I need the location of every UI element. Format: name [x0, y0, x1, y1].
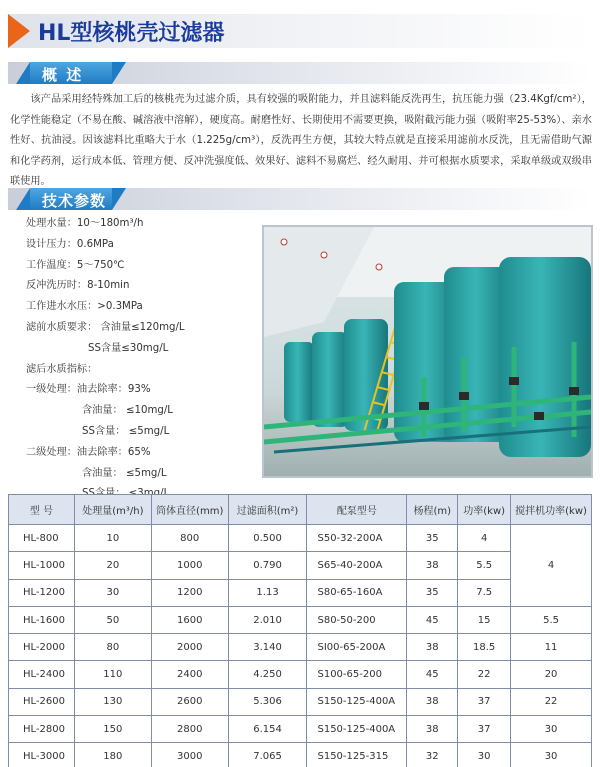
cell-capacity: 50: [74, 606, 151, 633]
param-line: SS含量： ≤5mg/L: [82, 425, 170, 437]
cell-head: 45: [407, 606, 458, 633]
cell-filter-area: 6.154: [228, 716, 307, 743]
cell-mixer-power: 30: [511, 716, 592, 743]
header-filter-area: 过滤面积(m²): [228, 495, 307, 525]
cell-filter-area: 0.500: [228, 525, 307, 552]
cell-pump-model: S150-125-400A: [307, 688, 407, 715]
cell-mixer-power: 20: [511, 661, 592, 688]
cell-model: HL-1000: [9, 552, 75, 579]
params-tab: [30, 188, 112, 210]
cell-diameter: 2000: [151, 634, 228, 661]
cell-power: 15: [458, 606, 511, 633]
header-capacity: 处理量(m³/h): [74, 495, 151, 525]
cell-capacity: 80: [74, 634, 151, 661]
overview-heading: 概 述: [42, 66, 84, 84]
cell-mixer-power: 30: [511, 743, 592, 767]
cell-filter-area: 2.010: [228, 606, 307, 633]
cell-model: HL-2600: [9, 688, 75, 715]
cell-power: 4: [458, 525, 511, 552]
cell-capacity: 110: [74, 661, 151, 688]
cell-capacity: 180: [74, 743, 151, 767]
cell-model: HL-2400: [9, 661, 75, 688]
table-header-row: [9, 495, 592, 525]
param-line: 反冲洗历时：8-10min: [26, 280, 130, 292]
param-line: 工作进水水压：>0.3MPa: [26, 301, 143, 313]
cell-model: HL-1200: [9, 579, 75, 606]
cell-head: 35: [407, 525, 458, 552]
param-line: 含油量： ≤5mg/L: [82, 467, 167, 479]
cell-filter-area: 0.790: [228, 552, 307, 579]
param-line: 滤前水质要求： 含油量≤120mg/L: [26, 321, 185, 333]
cell-diameter: 1200: [151, 579, 228, 606]
cell-pump-model: S80-50-200: [307, 606, 407, 633]
overview-paragraph: 该产品采用经特殊加工后的核桃壳为过滤介质，具有较强的吸附能力，并且滤料能反洗再生，抗压能力强（23.4Kgf/cm²），化学性能稳定（不易在酸、碱溶液中溶解），硬度高。耐磨性好、长期使用不需要更换，吸附截污能力强（吸附率25-53%）、亲水性好、抗油浸。因该滤料比重略大于水（1.225g/cm³），反洗再生方便，其较大特点就是直接采用滤前水反洗，且无需借助气源和化学药剂，运行成本低、管理方便、反冲洗强度低、效果好、滤料不易腐烂、经久耐用、并可根据水质要求，采取单级或双级串联使用。: [10, 94, 592, 187]
cell-power: 22: [458, 661, 511, 688]
cell-filter-area: 4.250: [228, 661, 307, 688]
table-row: [9, 634, 592, 661]
param-line: 滤后水质指标：: [26, 363, 98, 375]
overview-section-bar: [8, 62, 592, 84]
param-line: 设计压力：0.6MPa: [26, 238, 114, 250]
cell-power: 30: [458, 743, 511, 767]
cell-head: 38: [407, 716, 458, 743]
cell-capacity: 130: [74, 688, 151, 715]
param-line: 处理水量：10～180m³/h: [26, 218, 144, 229]
cell-capacity: 20: [74, 552, 151, 579]
header-head: 杨程(m): [407, 495, 458, 525]
cell-capacity: 10: [74, 525, 151, 552]
header-power: 功率(kw): [458, 495, 511, 525]
cell-head: 35: [407, 579, 458, 606]
cell-head: 38: [407, 688, 458, 715]
cell-pump-model: S80-65-160A: [307, 579, 407, 606]
cell-power: 37: [458, 688, 511, 715]
cell-pump-model: S150-125-400A: [307, 716, 407, 743]
params-section-bar: [8, 188, 592, 210]
param-line: 含油量： ≤10mg/L: [82, 405, 173, 417]
table-row: [9, 525, 592, 552]
cell-pump-model: SI00-65-200A: [307, 634, 407, 661]
cell-pump-model: S50-32-200A: [307, 525, 407, 552]
cell-mixer-power: 5.5: [511, 606, 592, 633]
cell-diameter: 2800: [151, 716, 228, 743]
spec-table: [8, 494, 592, 767]
table-row: [9, 661, 592, 688]
param-line: SS含量≤30mg/L: [88, 342, 169, 354]
cell-model: HL-2000: [9, 634, 75, 661]
title-arrow-icon: [8, 14, 30, 48]
param-line: 工作温度：5～750℃: [26, 259, 125, 271]
param-line: 二级处理：油去除率：65%: [26, 446, 151, 458]
cell-mixer-power: 11: [511, 634, 592, 661]
table-row: [9, 716, 592, 743]
cell-head: 32: [407, 743, 458, 767]
cell-diameter: 2600: [151, 688, 228, 715]
table-row: [9, 743, 592, 767]
title-bar: [8, 14, 592, 48]
cell-power: 37: [458, 716, 511, 743]
cell-capacity: 30: [74, 579, 151, 606]
cell-mixer-power-merged: 4: [511, 525, 592, 607]
cell-filter-area: 7.065: [228, 743, 307, 767]
params-heading: 技术参数: [42, 192, 107, 210]
cell-diameter: 800: [151, 525, 228, 552]
header-diameter: 筒体直径(mm): [151, 495, 228, 525]
cell-filter-area: 3.140: [228, 634, 307, 661]
filter-tanks-illustration: [264, 227, 591, 476]
cell-filter-area: 5.306: [228, 688, 307, 715]
header-model: 型 号: [9, 495, 75, 525]
cell-diameter: 1600: [151, 606, 228, 633]
cell-power: 5.5: [458, 552, 511, 579]
table-row: [9, 688, 592, 715]
cell-pump-model: S100-65-200: [307, 661, 407, 688]
page-title: HL型核桃壳过滤器: [38, 21, 225, 46]
table-row: [9, 552, 592, 579]
params-list: [26, 214, 266, 505]
cell-model: HL-1600: [9, 606, 75, 633]
cell-mixer-power: 22: [511, 688, 592, 715]
cell-capacity: 150: [74, 716, 151, 743]
cell-pump-model: S65-40-200A: [307, 552, 407, 579]
cell-model: HL-3000: [9, 743, 75, 767]
header-mixer-power: 搅拌机功率(kw): [511, 495, 592, 525]
cell-head: 38: [407, 552, 458, 579]
cell-filter-area: 1.13: [228, 579, 307, 606]
cell-power: 7.5: [458, 579, 511, 606]
param-line: 一级处理：油去除率：93%: [26, 384, 151, 396]
table-row: [9, 579, 592, 606]
cell-model: HL-800: [9, 525, 75, 552]
cell-model: HL-2800: [9, 716, 75, 743]
header-pump-model: 配泵型号: [307, 495, 407, 525]
cell-diameter: 1000: [151, 552, 228, 579]
cell-pump-model: S150-125-315: [307, 743, 407, 767]
cell-power: 18.5: [458, 634, 511, 661]
overview-tab: [30, 62, 112, 84]
cell-head: 38: [407, 634, 458, 661]
cell-diameter: 3000: [151, 743, 228, 767]
filter-tanks-photo: [262, 225, 593, 478]
cell-diameter: 2400: [151, 661, 228, 688]
cell-head: 45: [407, 661, 458, 688]
table-row: [9, 606, 592, 633]
